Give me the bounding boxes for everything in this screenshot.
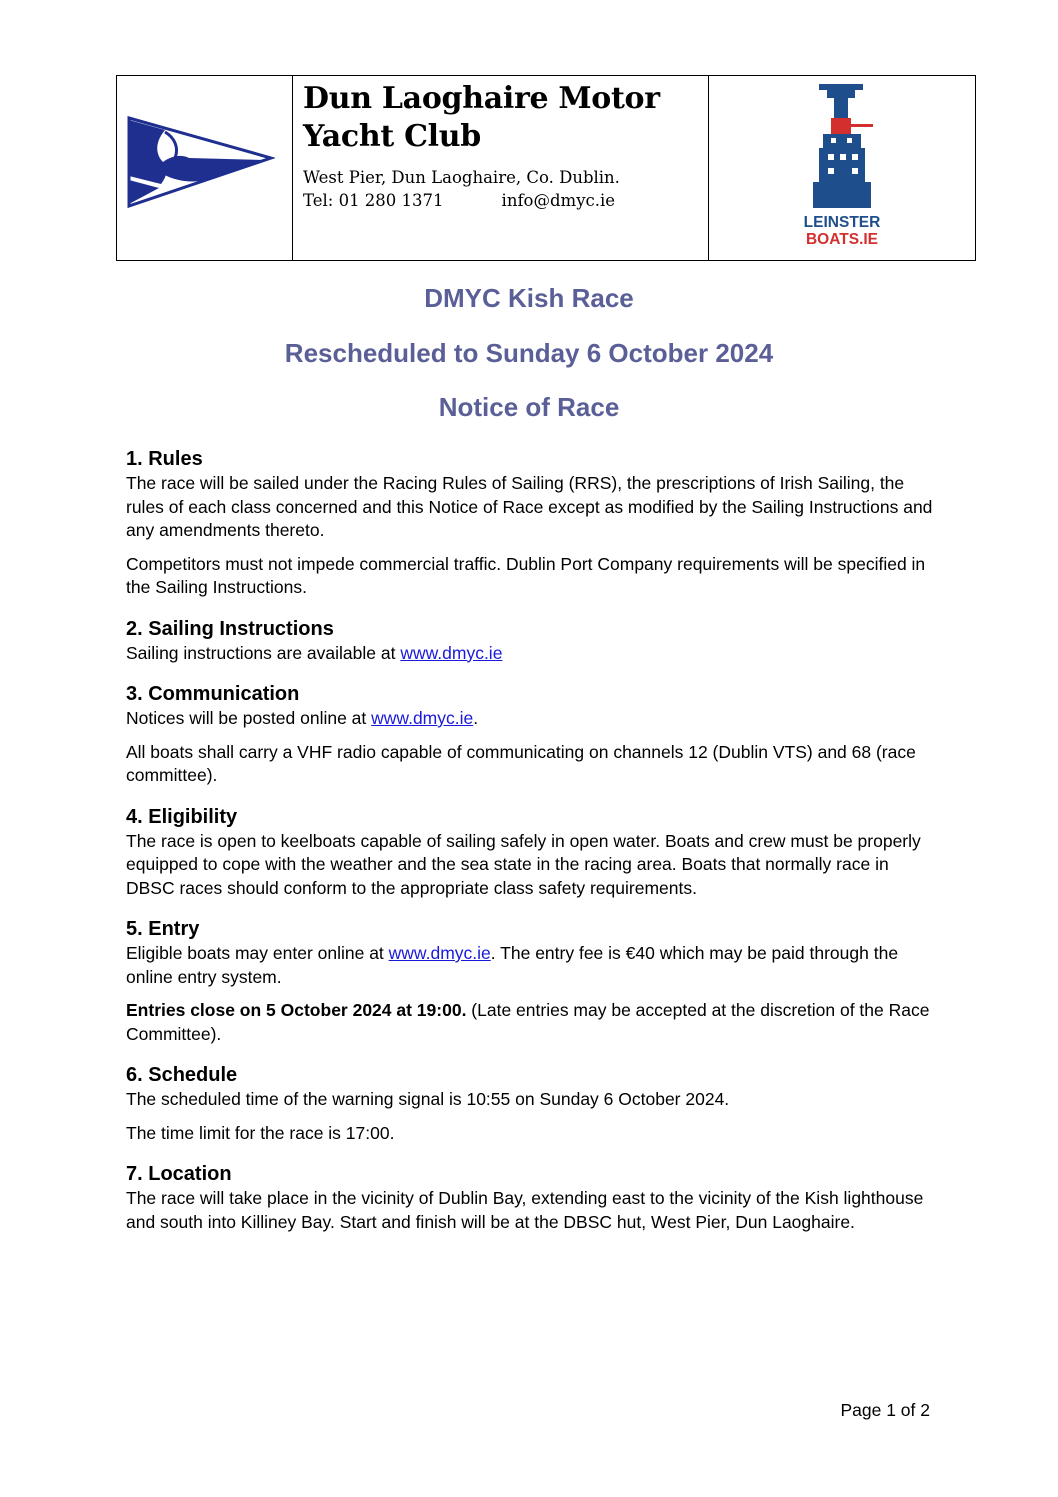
- club-contact: [303, 189, 708, 212]
- paragraph: [126, 942, 936, 989]
- club-info-cell: [293, 76, 709, 260]
- section-heading: 3. Communication: [126, 683, 300, 705]
- paragraph: [126, 999, 936, 1046]
- paragraph: The time limit for the race is 17:00.: [126, 1122, 395, 1143]
- letterhead: [116, 75, 976, 261]
- section-entry: [126, 916, 936, 1046]
- club-burgee-icon: [125, 114, 275, 212]
- website-link[interactable]: www.dmyc.ie: [371, 708, 474, 728]
- club-address: West Pier, Dun Laoghaire, Co. Dublin.: [303, 168, 620, 187]
- website-link[interactable]: www.dmyc.ie: [400, 642, 503, 663]
- section-heading: 6. Schedule: [126, 1064, 238, 1086]
- section-heading: 1. Rules: [126, 448, 203, 470]
- event-date-title: Rescheduled to Sunday 6 October 2024: [284, 338, 774, 368]
- paragraph-text: Sailing instructions are available at: [126, 642, 401, 663]
- section-communication: [126, 681, 936, 788]
- club-name-line2: Yacht Club: [303, 119, 481, 154]
- event-title: DMYC Kish Race: [424, 283, 634, 313]
- section-heading: 2. Sailing Instructions: [126, 617, 334, 640]
- entry-deadline: Entries close on 5 October 2024 at 19:00.: [126, 1000, 467, 1020]
- paragraph: [126, 707, 936, 731]
- lighthouse-logo-icon: [801, 82, 883, 250]
- paragraph: The scheduled time of the warning signal is 10:55 on Sunday 6 October 2024.: [126, 1089, 730, 1109]
- section-location: [126, 1161, 936, 1234]
- club-logo-cell: [117, 76, 293, 260]
- page-number: Page 1 of 2: [840, 1400, 930, 1420]
- paragraph: All boats shall carry a VHF radio capable of communicating on channels 12 (Dublin VTS) and 68 (race committee).: [126, 741, 916, 785]
- paragraph: The race is open to keelboats capable of sailing safely in open water. Boats and crew must be properly equipped to cope with the weather and the sea state in the racing area. Boats that normally race in DBSC races should conform to the appropriate class safety requirements.: [126, 830, 921, 898]
- notice-body: [126, 446, 936, 1234]
- section-rules: [126, 446, 936, 600]
- paragraph: The race will take place in the vicinity of Dublin Bay, extending east to the vicinity of the Kish lighthouse and south into Killiney Bay. Start and finish will be at the DBSC hut, West Pier, Dun Laoghaire.: [126, 1188, 924, 1232]
- paragraph-text: Eligible boats may enter online at: [126, 943, 389, 963]
- club-phone: Tel: 01 280 1371: [303, 191, 444, 210]
- section-heading: 5. Entry: [126, 918, 200, 940]
- section-sailing-instructions: [126, 616, 936, 666]
- sponsor-name-line1: LEINSTER: [803, 214, 881, 231]
- paragraph-text: Notices will be posted online at: [126, 708, 372, 728]
- paragraph: Competitors must not impede commercial traffic. Dublin Port Company requirements will be specified in the Sailing Instructions.: [126, 553, 926, 597]
- website-link[interactable]: www.dmyc.ie: [388, 943, 491, 963]
- club-name-line1: Dun Laoghaire Motor: [303, 81, 660, 116]
- document-title: Notice of Race: [438, 392, 620, 422]
- section-eligibility: [126, 804, 936, 901]
- paragraph: The race will be sailed under the Racing Rules of Sailing (RRS), the prescriptions of Irish Sailing, the rules of each class concerned and this Notice of Race except as modified by the Sailing Instructions and any amendments thereto.: [126, 473, 933, 540]
- club-email: info@dmyc.ie: [501, 191, 616, 210]
- paragraph-text: .: [473, 708, 479, 728]
- paragraph: [126, 642, 936, 666]
- section-heading: 4. Eligibility: [126, 805, 238, 828]
- sponsor-logo-cell: [709, 76, 975, 260]
- paragraph-text: (Late entries may be accepted at the discretion of the Race Committee).: [126, 1000, 930, 1044]
- sponsor-name-line2: BOATS.IE: [805, 231, 879, 248]
- paragraph-text: . The entry fee is €40 which may be paid through the online entry system.: [126, 943, 899, 987]
- section-heading: 7. Location: [126, 1163, 232, 1185]
- section-schedule: [126, 1062, 936, 1145]
